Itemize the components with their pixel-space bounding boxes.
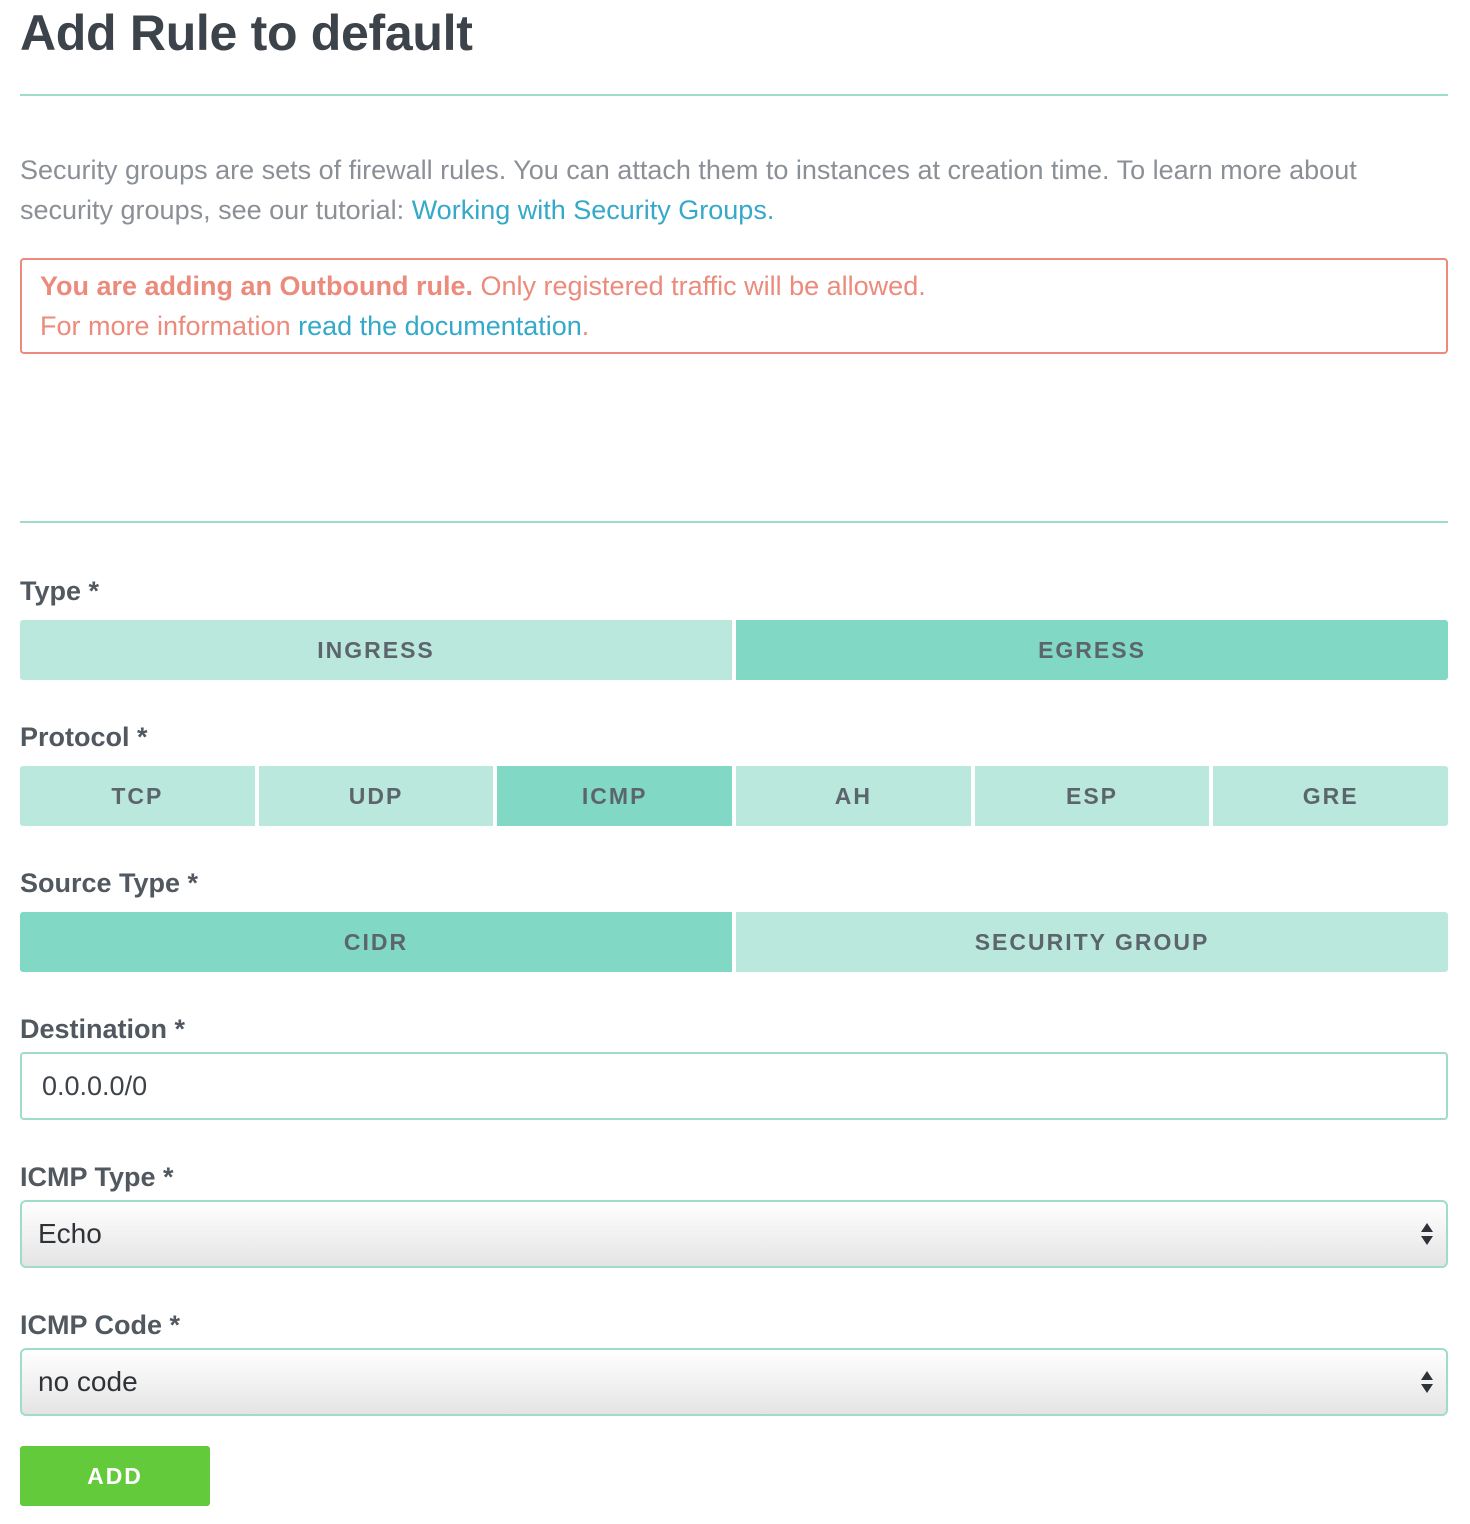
source-type-option-cidr[interactable]: CIDR bbox=[20, 912, 732, 972]
protocol-option-gre[interactable]: GRE bbox=[1213, 766, 1448, 826]
protocol-option-tcp[interactable]: TCP bbox=[20, 766, 255, 826]
intro-description: Security groups are sets of firewall rules. You can attach them to instances at creation time. To learn more about security groups, see our tutorial: bbox=[20, 155, 1357, 225]
documentation-link[interactable]: read the documentation bbox=[298, 311, 582, 341]
icmp-code-select[interactable] bbox=[20, 1348, 1448, 1416]
alert-line-2 bbox=[40, 306, 1428, 346]
source-type-selector bbox=[20, 912, 1448, 972]
intro-text bbox=[20, 150, 1448, 230]
type-label: Type * bbox=[20, 576, 100, 606]
icmp-type-select[interactable] bbox=[20, 1200, 1448, 1268]
outbound-rule-alert bbox=[20, 258, 1448, 354]
select-arrows-icon bbox=[1420, 1220, 1434, 1248]
protocol-option-ah[interactable]: AH bbox=[736, 766, 971, 826]
icmp-code-value: no code bbox=[38, 1366, 138, 1397]
type-selector bbox=[20, 620, 1448, 680]
alert-line-1 bbox=[40, 266, 1428, 306]
protocol-label: Protocol * bbox=[20, 722, 148, 752]
source-type-option-security-group[interactable]: SECURITY GROUP bbox=[736, 912, 1448, 972]
icmp-code-label: ICMP Code * bbox=[20, 1310, 181, 1340]
alert-info-suffix: . bbox=[581, 311, 590, 341]
type-option-ingress[interactable]: INGRESS bbox=[20, 620, 732, 680]
select-arrows-icon bbox=[1420, 1368, 1434, 1396]
security-groups-tutorial-link[interactable]: Working with Security Groups. bbox=[411, 195, 775, 225]
icmp-type-label: ICMP Type * bbox=[20, 1162, 174, 1192]
form-divider bbox=[20, 521, 1448, 523]
alert-message: Only registered traffic will be allowed. bbox=[473, 271, 926, 301]
protocol-option-esp[interactable]: ESP bbox=[975, 766, 1210, 826]
alert-title: You are adding an Outbound rule. bbox=[40, 271, 474, 301]
header-divider bbox=[20, 94, 1448, 96]
protocol-selector bbox=[20, 766, 1448, 826]
protocol-option-udp[interactable]: UDP bbox=[259, 766, 494, 826]
type-option-egress[interactable]: EGRESS bbox=[736, 620, 1448, 680]
protocol-option-icmp[interactable]: ICMP bbox=[497, 766, 732, 826]
destination-label: Destination * bbox=[20, 1014, 186, 1044]
destination-input[interactable] bbox=[20, 1052, 1448, 1120]
add-button[interactable]: ADD bbox=[20, 1446, 210, 1506]
icmp-type-value: Echo bbox=[38, 1218, 102, 1249]
page-title: Add Rule to default bbox=[20, 5, 473, 61]
source-type-label: Source Type * bbox=[20, 868, 199, 898]
alert-info-prefix: For more information bbox=[40, 311, 299, 341]
